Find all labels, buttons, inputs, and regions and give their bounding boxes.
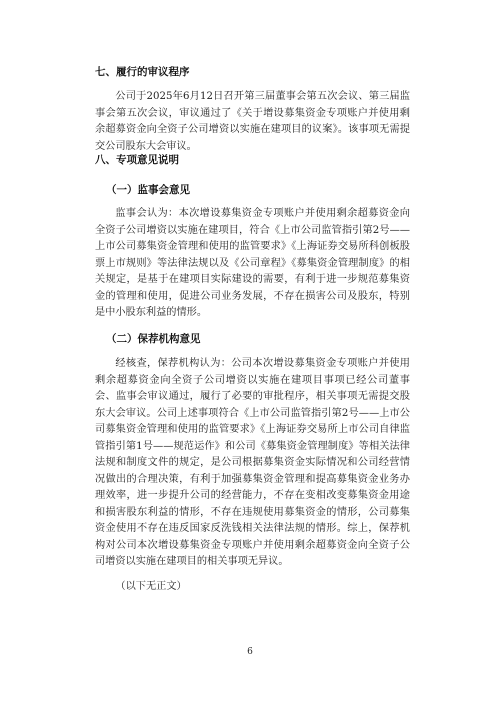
section-8-2-paragraph: 经核查，保荐机构认为：公司本次增设募集资金专项账户并使用剩余超募资金向全资子公司增资以实施在建项目事项已经公司董事会、监事会审议通过，履行了必要的审批程序，相关事项无需提交股东大会审议。公司上述事项符合《上市公司监管指引第2号——上市公司募集资金管理和使用的监管要求》《上海证券交易所上市公司自律监管指引第1号——规范运作》和公司《募集资金管理制度》等相关法律法规和制度文件的规定，是公司根据募集资金实际情况和公司经营情况做出的合理决策，有利于加强募集资金管理和提高募集资金业务办理效率，进一步提升公司的经营能力，不存在变相改变募集资金用途和损害股东利益的情形，不存在违规使用募集资金的情形，公司募集资金使用不存在违反国家反洗钱相关法律法规的情形。综上，保荐机构对公司本次增设募集资金专项账户并使用剩余超募资金向全资子公司增资以实施在建项目的相关事项无异议。 xyxy=(95,358,410,567)
section-8-2-title: （二）保荐机构意见 xyxy=(106,333,201,345)
end-note: （以下无正文） xyxy=(115,581,187,592)
section-8-title: 八、专项意见说明 xyxy=(95,154,179,166)
section-7-title: 七、履行的审议程序 xyxy=(95,66,190,78)
section-8-1-title: （一）监事会意见 xyxy=(106,184,190,196)
section-8-1-paragraph: 监事会认为：本次增设募集资金专项账户并使用剩余超募资金向全资子公司增资以实施在建项目，符合《上市公司监管指引第2号——上市公司募集资金管理和使用的监管要求》《上海证券交易所科创板股票上市规则》等法律法规以及《公司章程》《募集资金管理制度》的相关规定，是基于在建项目实际建设的需要，有利于进一步规范募集资金的管理和使用，促进公司业务发展，不存在损害公司及股东，特别是中小股东利益的情形。 xyxy=(95,208,410,318)
section-7-paragraph: 公司于2025年6月12日召开第三届董事会第五次会议、第三届监事会第五次会议，审议通过了《关于增设募集资金专项账户并使用剩余超募资金向全资子公司增资以实施在建项目的议案》。该事项无需提交公司股东大会审议。 xyxy=(95,91,410,152)
page-number: 6 xyxy=(247,647,253,657)
